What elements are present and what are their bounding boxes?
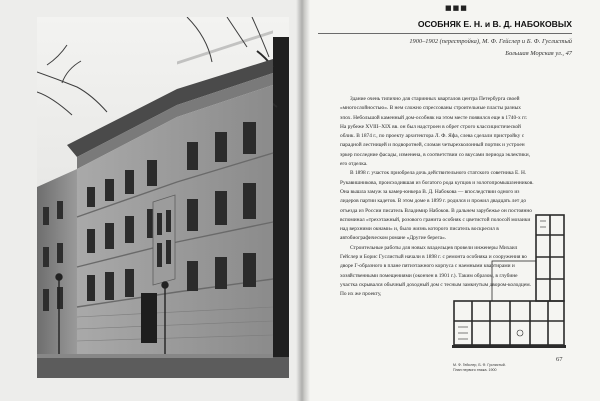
page-number: 67 — [556, 356, 563, 363]
section-marker: ■■■ — [445, 4, 468, 12]
tree-trunk — [273, 37, 289, 378]
paragraph: Строительные работы для новых владельцев провели инженеры Михаил Гейслер и Борис Гуслистый начали в 1898 г. с ремонта особняка и сооружения во дворе Г-образного в плане пятиэтажного корпуса с наемными квартирами и хозяйственными помещениями (окончен в 1901 г.). Таким образом, в глубине участка скрывался обычный доходный дом с тесным замкнутым двором-колодцем. По их же проекту, — [340, 244, 531, 298]
entrance-door — [141, 293, 157, 343]
plan-caption — [453, 363, 506, 373]
floor-plan — [452, 213, 572, 351]
building-photo — [37, 17, 289, 378]
address: Большая Морская ул., 47 — [505, 50, 572, 57]
book-gutter — [296, 0, 310, 401]
title-rule — [318, 33, 572, 34]
paragraph: Здание очень типично для старинных кварталов центра Петербурга своей «многослойностью». В нем сложно спрессованы строительные пласты разных эпох. Небольшой каменный дом-особняк на этом месте появился еще в 1740-х гг. На рубеже XVIII–XIX вв. он был надстроен в обрет строго классицистической облик. В 1874 г., по проекту архитектора Л. Ф. Яфа, слева сделали пристройку с парадной лестницей и подворотней, сломан четырехколонный портик и устроен эркер последние фасады, изменена, в соответствии со вкусами периода эклектики, его отделка. — [340, 96, 531, 168]
caption-line: План первого этажа. 1900 — [453, 368, 497, 372]
paragraph: В 1898 г. участок приобрела дочь действительного статского советника Е. Н. Рукавишникова, происходившая из богатого рода купцов и золотопромышленников. Она вышла замуж за камер-юнкера В. Д. Набокова — впоследствии одного из лидеров партии кадетов. В этом доме в 1899 г. родился и прожил двадцать лет до отъезда из России писатель Владимир Набоков. В дальнем зарубежье он постоянно вспоминал «трехэтажный, розового гранита особняк с цветистой полосой мозаики над верхними окнами» и, было жизнь которого писатель воскресил в автобиографическом романе «Другие берега». — [340, 170, 534, 242]
article-title: ОСОБНЯК Е. Н. и В. Д. НАБОКОВЫХ — [417, 19, 572, 29]
caption-line: М. Ф. Гейслер, Б. Ф. Гуслистый. — [453, 363, 506, 367]
oriel-window — [153, 195, 175, 285]
dates-architects: 1900–1902 (перестройка), М. Ф. Гейслер и Б. Ф. Гуслистый — [409, 38, 572, 45]
